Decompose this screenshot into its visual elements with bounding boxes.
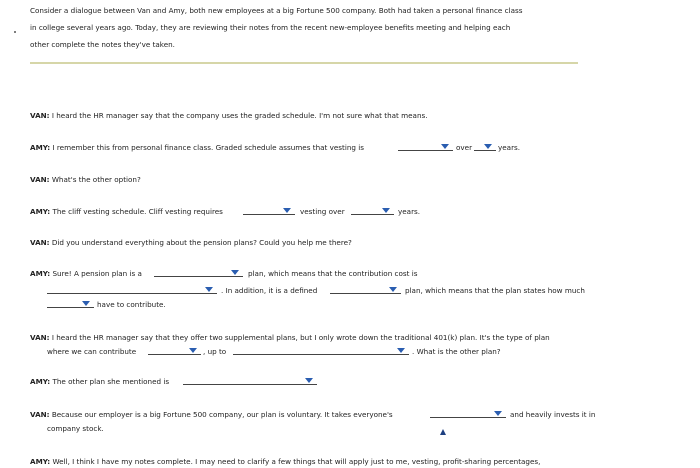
speaker-van: VAN:: [30, 410, 50, 419]
speaker-amy: AMY:: [30, 207, 51, 216]
amy-text-2-mid: vesting over: [300, 207, 345, 216]
graded-years-dropdown[interactable]: [474, 142, 496, 151]
speaker-van: VAN:: [30, 333, 50, 342]
chevron-down-icon: [441, 144, 449, 149]
amy-text-2-years: years.: [398, 207, 421, 216]
chevron-down-icon: [389, 287, 397, 292]
speaker-van: VAN:: [30, 111, 50, 120]
intro-line-3: other complete the notes they've taken.: [30, 40, 175, 49]
amy-text-3-mid2: . In addition, it is a defined: [221, 286, 318, 295]
who-contributes-dropdown[interactable]: [47, 299, 94, 308]
van-line-1: [30, 111, 428, 120]
amy-line-2: [30, 207, 223, 216]
amy-text-3-mid1: plan, which means that the contribution cost is: [248, 269, 418, 278]
contribution-type-dropdown[interactable]: [148, 346, 201, 355]
intro-line-2: in college several years ago. Today, they are reviewing their notes from the recent new-employee benefits meeting and helping each: [30, 23, 511, 32]
divider: [30, 62, 578, 64]
chevron-down-icon: [283, 208, 291, 213]
amy-text-1-years: years.: [498, 143, 521, 152]
speaker-amy: AMY:: [30, 457, 51, 466]
van-line-5: [30, 410, 393, 419]
amy-text-4: The other plan she mentioned is: [52, 377, 170, 386]
van-line-4: [30, 333, 550, 342]
chevron-down-icon: [305, 378, 313, 383]
amy-line-1: [30, 143, 364, 152]
van-text-4-line2: where we can contribute: [47, 347, 137, 356]
van-line-2: [30, 175, 141, 184]
van-text-4: I heard the HR manager say that they offer two supplemental plans, but I only wrote down the traditional 401(k) plan. It's the type of plan: [51, 333, 550, 342]
chevron-down-icon: [484, 144, 492, 149]
list-bullet: [14, 31, 16, 33]
van-text-5: Because our employer is a big Fortune 500 company, our plan is voluntary. It takes everyone's: [51, 410, 393, 419]
chevron-down-icon: [231, 270, 239, 275]
cliff-vesting-dropdown[interactable]: [243, 206, 295, 215]
speaker-amy: AMY:: [30, 269, 51, 278]
chevron-down-icon: [382, 208, 390, 213]
amy-text-2: The cliff vesting schedule. Cliff vesting requires: [52, 207, 223, 216]
amy-text-3-post: have to contribute.: [97, 300, 166, 309]
cliff-years-dropdown[interactable]: [351, 206, 394, 215]
voluntary-plan-dropdown[interactable]: [430, 409, 506, 418]
mouse-cursor-icon: [440, 429, 446, 435]
chevron-down-icon: [205, 287, 213, 292]
amy-text-1-over: over: [456, 143, 473, 152]
speaker-amy: AMY:: [30, 377, 51, 386]
contribution-limit-dropdown[interactable]: [233, 346, 409, 355]
contribution-cost-dropdown[interactable]: [47, 285, 217, 294]
chevron-down-icon: [494, 411, 502, 416]
pension-plan-type-dropdown[interactable]: [154, 268, 243, 277]
chevron-down-icon: [189, 348, 197, 353]
van-text-3: Did you understand everything about the pension plans? Could you help me there?: [51, 238, 352, 247]
amy-text-3: Sure! A pension plan is a: [52, 269, 142, 278]
chevron-down-icon: [397, 348, 405, 353]
van-text-5-line2: company stock.: [47, 424, 104, 433]
van-line-3: [30, 238, 352, 247]
amy-line-5: [30, 457, 540, 466]
speaker-van: VAN:: [30, 238, 50, 247]
van-text-4-mid: , up to: [203, 347, 227, 356]
speaker-van: VAN:: [30, 175, 50, 184]
amy-line-3: [30, 269, 142, 278]
amy-line-4: [30, 377, 169, 386]
other-plan-dropdown[interactable]: [183, 376, 317, 385]
van-text-2: What's the other option?: [51, 175, 141, 184]
chevron-down-icon: [82, 301, 90, 306]
speaker-amy: AMY:: [30, 143, 51, 152]
amy-text-1: I remember this from personal finance class. Graded schedule assumes that vesting is: [52, 143, 365, 152]
amy-text-3-mid3: plan, which means that the plan states how much: [405, 286, 585, 295]
amy-text-5: Well, I think I have my notes complete. I may need to clarify a few things that will apply just to me, vesting, profit-sharing percentages,: [52, 457, 541, 466]
van-text-4-post: . What is the other plan?: [412, 347, 501, 356]
van-text-1: I heard the HR manager say that the company uses the graded schedule. I'm not sure what that means.: [51, 111, 428, 120]
vesting-type-dropdown[interactable]: [398, 142, 453, 151]
defined-plan-dropdown[interactable]: [330, 285, 401, 294]
van-text-5-post: and heavily invests it in: [510, 410, 596, 419]
intro-line-1: Consider a dialogue between Van and Amy, both new employees at a big Fortune 500 company. Both had taken a personal finance class: [30, 6, 523, 15]
